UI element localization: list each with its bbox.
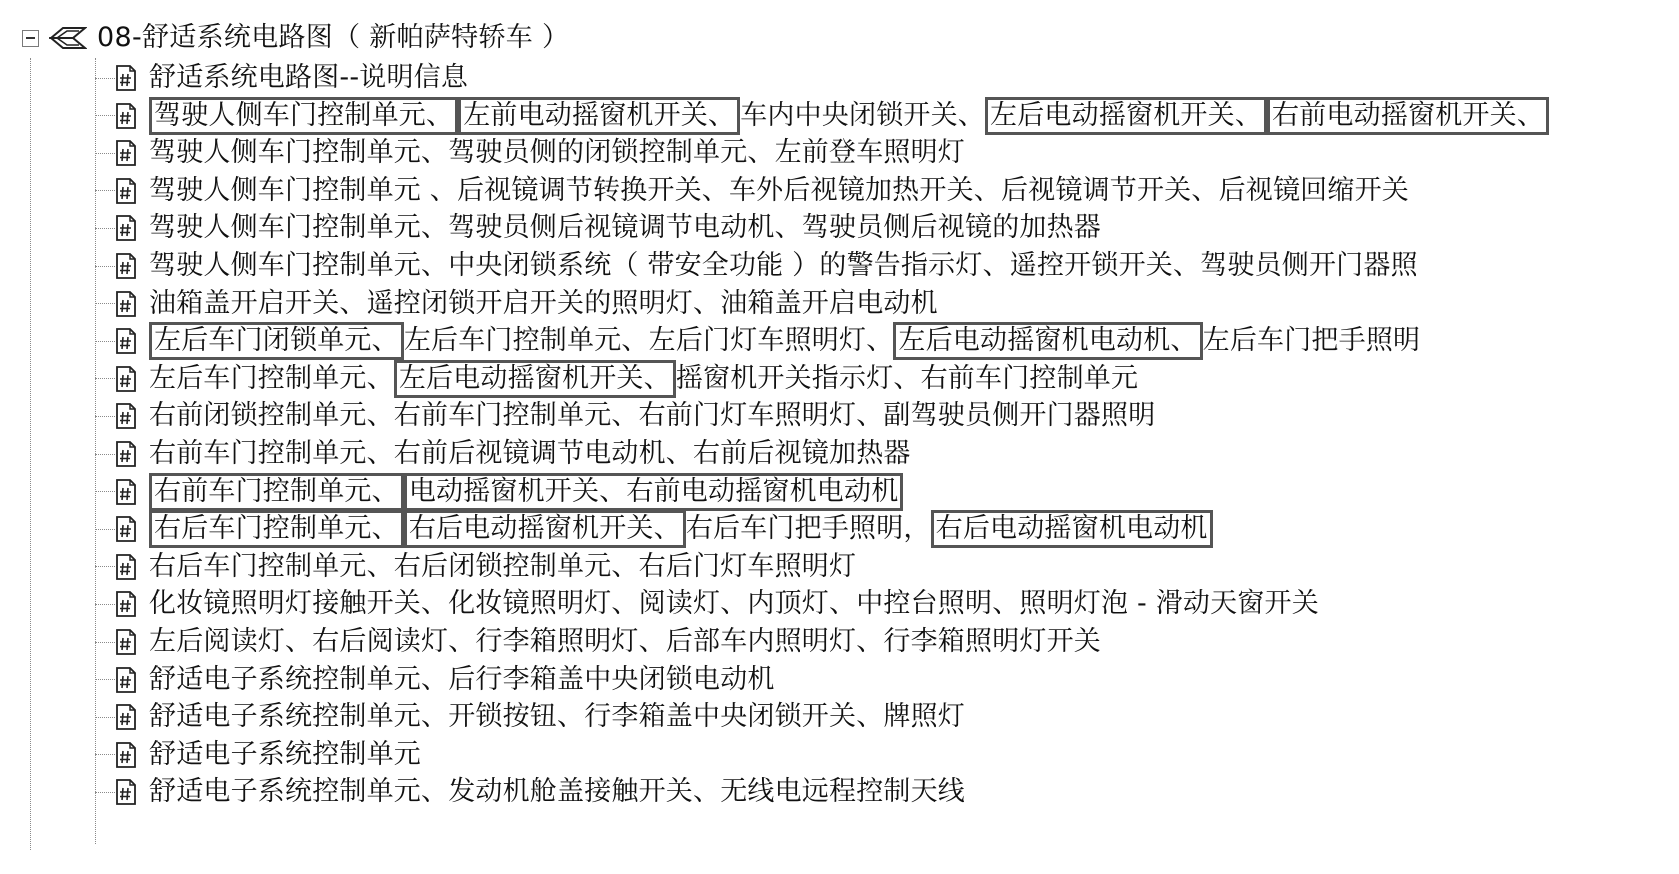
- tree-guide-connector: [95, 679, 115, 680]
- text-segment: 右后车门把手照明，: [685, 513, 931, 545]
- text-segment: 车内中央闭锁开关、: [740, 99, 986, 131]
- highlighted-segment: 左前电动摇窗机开关、: [458, 97, 740, 135]
- tree-item-label: [149, 133, 965, 173]
- tree-item-label: [149, 547, 856, 587]
- text-segment: 左后阅读灯、右后阅读灯、行李箱照明灯、后部车内照明灯、行李箱照明灯开关: [149, 626, 1101, 657]
- tree-item-label: [149, 321, 1420, 361]
- tree-item-label: [149, 660, 775, 700]
- document-hash-icon: [115, 291, 137, 317]
- tree-item-label: [149, 622, 1101, 662]
- tree-item[interactable]: [95, 472, 903, 512]
- tree-item[interactable]: [95, 697, 965, 737]
- text-segment: 驾驶人侧车门控制单元、驾驶员侧的闭锁控制单元、左前登车照明灯: [149, 137, 965, 169]
- text-segment: 舒适系统电路图--说明信息: [149, 62, 469, 93]
- tree-item[interactable]: [95, 58, 468, 98]
- document-hash-icon: [115, 779, 137, 805]
- tree-item[interactable]: [95, 359, 1138, 399]
- tree-guide-connector: [95, 303, 115, 304]
- highlighted-segment: 左后车门闭锁单元、: [149, 322, 404, 360]
- text-segment: 右前车门控制单元、右前后视镜调节电动机、右前后视镜加热器: [149, 438, 911, 469]
- tree-guide-line-root: [30, 58, 31, 850]
- tree-guide-connector: [95, 416, 115, 417]
- text-segment: 舒适电子系统控制单元、发动机舱盖接触开关、无线电远程控制天线: [149, 776, 965, 808]
- document-hash-icon: [115, 667, 137, 693]
- highlighted-segment: 右前电动摇窗机开关、: [1267, 97, 1549, 135]
- document-hash-icon: [115, 516, 137, 542]
- text-segment: 左后车门把手照明: [1202, 325, 1421, 357]
- text-segment: 化妆镜照明灯接触开关、化妆镜照明灯、阅读灯、内顶灯、中控台照明、照明灯泡 - 滑动天窗开关: [149, 588, 1319, 620]
- tree-guide-connector: [95, 792, 115, 793]
- tree-item-label: [149, 359, 1138, 399]
- highlighted-segment: 右后车门控制单元、: [149, 510, 404, 548]
- document-hash-icon: [115, 479, 137, 505]
- tree-guide-connector: [95, 153, 115, 154]
- tree-guide-connector: [95, 566, 115, 567]
- text-segment: 摇窗机开关指示灯、右前车门控制单元: [675, 362, 1139, 394]
- tree-item-label: [149, 584, 1319, 624]
- document-hash-icon: [115, 366, 137, 392]
- tree-item[interactable]: [95, 133, 965, 173]
- document-hash-icon: [115, 65, 137, 91]
- document-hash-icon: [115, 215, 137, 241]
- text-segment: 左后车门控制单元、: [149, 362, 394, 394]
- highlighted-segment: 右后电动摇窗机开关、: [404, 510, 686, 548]
- tree-guide-connector: [95, 754, 115, 755]
- tree-guide-connector: [95, 341, 115, 342]
- tree-guide-connector: [95, 454, 115, 455]
- document-hash-icon: [115, 253, 137, 279]
- tree-item[interactable]: [95, 171, 1409, 211]
- highlighted-segment: 电动摇窗机开关、右前电动摇窗机电动机: [404, 473, 904, 511]
- tree-item[interactable]: [95, 246, 1418, 286]
- book-icon: [49, 23, 87, 53]
- text-segment: 舒适电子系统控制单元、后行李箱盖中央闭锁电动机: [149, 663, 775, 695]
- document-hash-icon: [115, 629, 137, 655]
- text-segment: 右前闭锁控制单元、右前车门控制单元、右前门灯车照明灯、副驾驶员侧开门器照明: [149, 400, 1156, 432]
- tree-item-label: [149, 772, 965, 812]
- document-hash-icon: [115, 591, 137, 617]
- tree-item[interactable]: [95, 396, 1155, 436]
- highlighted-segment: 左后电动摇窗机开关、: [394, 360, 676, 398]
- document-hash-icon: [115, 441, 137, 467]
- tree-guide-connector: [95, 115, 115, 116]
- tree-guide-connector: [95, 604, 115, 605]
- text-segment: 驾驶人侧车门控制单元、中央闭锁系统（ 带安全功能 ）的警告指示灯、遥控开锁开关、驾驶员侧开门器照: [149, 250, 1418, 281]
- tree-root-node[interactable]: [22, 18, 569, 58]
- tree-guide-connector: [95, 717, 115, 718]
- collapse-toggle-icon[interactable]: [22, 30, 39, 47]
- text-segment: 驾驶人侧车门控制单元 、后视镜调节转换开关、车外后视镜加热开关、后视镜调节开关、后视镜回缩开关: [149, 174, 1409, 206]
- highlighted-segment: 右后电动摇窗机电动机: [931, 510, 1213, 548]
- tree-item[interactable]: [95, 772, 965, 812]
- tree-guide-connector: [95, 378, 115, 379]
- tree-item[interactable]: [95, 584, 1319, 624]
- tree-item-label: [149, 171, 1409, 211]
- tree-item[interactable]: [95, 660, 775, 700]
- tree-guide-connector: [95, 228, 115, 229]
- tree-item-label: [149, 208, 1101, 248]
- document-hash-icon: [115, 103, 137, 129]
- tree-guide-connector: [95, 529, 115, 530]
- document-hash-icon: [115, 403, 137, 429]
- tree-guide-connector: [95, 190, 115, 191]
- tree-guide-connector: [95, 266, 115, 267]
- tree-item[interactable]: [95, 547, 856, 587]
- text-segment: 舒适电子系统控制单元: [149, 738, 421, 770]
- document-hash-icon: [115, 328, 137, 354]
- tree-guide-connector: [95, 642, 115, 643]
- tree-item-label: [149, 58, 468, 98]
- tree-item-label: [149, 735, 421, 775]
- tree-item-label: [149, 96, 1549, 136]
- tree-item[interactable]: [95, 622, 1101, 662]
- highlighted-segment: 驾驶人侧车门控制单元、: [149, 97, 458, 135]
- tree-item-label: [149, 284, 938, 324]
- tree-item-label: [149, 246, 1418, 286]
- text-segment: 左后车门控制单元、左后门灯车照明灯、: [403, 325, 894, 357]
- tree-item[interactable]: [95, 208, 1101, 248]
- tree-guide-connector: [95, 491, 115, 492]
- tree-item-label: [149, 509, 1213, 549]
- text-segment: 右后车门控制单元、右后闭锁控制单元、右后门灯车照明灯: [149, 550, 857, 582]
- tree-item[interactable]: [95, 434, 911, 474]
- tree-item[interactable]: [95, 321, 1420, 361]
- text-segment: 油箱盖开启开关、遥控闭锁开启开关的照明灯、油箱盖开启电动机: [149, 287, 938, 319]
- tree-item-label: [149, 472, 903, 512]
- tree-item[interactable]: [95, 509, 1213, 549]
- text-segment: 驾驶人侧车门控制单元、驾驶员侧后视镜调节电动机、驾驶员侧后视镜的加热器: [149, 212, 1101, 244]
- tree-item-label: [149, 697, 965, 737]
- document-hash-icon: [115, 704, 137, 730]
- highlighted-segment: 左后电动摇窗机电动机、: [893, 322, 1202, 360]
- tree-item-label: [149, 396, 1155, 436]
- highlighted-segment: 左后电动摇窗机开关、: [985, 97, 1267, 135]
- highlighted-segment: 右前车门控制单元、: [149, 473, 404, 511]
- tree-item[interactable]: [95, 96, 1549, 136]
- document-hash-icon: [115, 554, 137, 580]
- tree-item-label: [149, 434, 911, 474]
- document-hash-icon: [115, 140, 137, 166]
- tree-guide-connector: [95, 78, 115, 79]
- tree-root-label: 08-舒适系统电路图（ 新帕萨特轿车 ）: [97, 22, 570, 53]
- tree-item[interactable]: [95, 735, 421, 775]
- document-hash-icon: [115, 742, 137, 768]
- document-hash-icon: [115, 178, 137, 204]
- text-segment: 舒适电子系统控制单元、开锁按钮、行李箱盖中央闭锁开关、牌照灯: [149, 701, 965, 733]
- tree-item[interactable]: [95, 284, 938, 324]
